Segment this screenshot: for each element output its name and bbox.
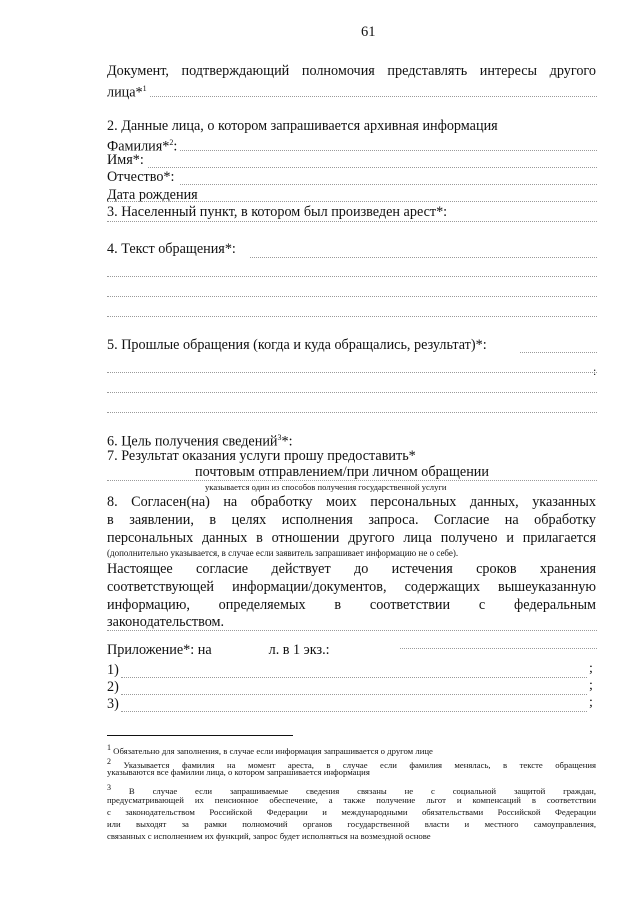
delivery-method-hint: указывается один из способов получения государственной услуги — [205, 482, 447, 492]
attachment-item-2 — [107, 678, 119, 696]
footnote-ref: 2 — [169, 138, 174, 147]
name-label: Имя*: — [107, 152, 144, 168]
representative-doc-label-cont — [107, 80, 147, 102]
representative-doc-text: лица* — [107, 84, 143, 101]
consent-line-7: законодательством. — [107, 614, 225, 630]
consent-line-2: в заявлении, в целях исполнения запроса. Согласие на обработку — [107, 512, 596, 528]
request-text-field-4[interactable] — [107, 316, 597, 317]
birth-date-label: Дата рождения — [107, 187, 198, 203]
consent-signature-field-2[interactable] — [400, 648, 597, 649]
footnote-3-num: 3 — [107, 783, 111, 792]
patronymic-field[interactable] — [180, 184, 597, 185]
footnote-3-line-5: связанных с исполнением их функций, запрос будет исполняться на возмездной основе — [107, 831, 431, 841]
footnote-2-text: Указывается фамилия на момент ареста, в случае если фамилия менялась, в тексте обращения — [123, 759, 597, 770]
name-field[interactable] — [148, 167, 597, 168]
past-requests-field-4[interactable] — [107, 412, 597, 413]
consent-line-6: информацию, определяемых в соответствии с федеральным — [107, 597, 596, 613]
section6-tail: *: — [281, 433, 293, 450]
attachment-item-3 — [107, 695, 119, 713]
past-requests-field-3[interactable] — [107, 392, 597, 393]
section3-heading: 3. Населенный пункт, в котором был произведен арест*: — [107, 204, 448, 220]
patronymic-label: Отчество*: — [107, 169, 175, 185]
request-text-field-2[interactable] — [107, 276, 597, 277]
footnote-1-text: Обязательно для заполнения, в случае если информация запрашивается о другом лице — [113, 745, 433, 756]
birth-date-field[interactable] — [107, 201, 597, 202]
footnote-ref: 3 — [277, 433, 282, 442]
surname-label: Фамилия* — [107, 138, 170, 155]
section7-heading: 7. Результат оказания услуги прошу предоставить* — [107, 448, 416, 464]
footnote-separator — [107, 735, 293, 736]
attachment-label: Приложение*: на — [107, 642, 212, 658]
attachment-item-2-field[interactable] — [121, 694, 587, 695]
attachment-item-1-end: ; — [589, 661, 593, 676]
attachment-item-1-field[interactable] — [121, 677, 587, 678]
representative-doc-label: Документ, подтверждающий полномочия представлять интересы другого — [107, 63, 596, 79]
attachment-item-num: 3) — [107, 696, 119, 712]
consent-note: (дополнительно указывается, в случае если заявитель запрашивает информацию не о себе). — [107, 548, 459, 558]
footnote-3-line-2: предусматривающей их пенсионное обеспечение, а также получение льгот и компенсаций в соответствии — [107, 795, 596, 805]
footnote-2-line-2: указываются все фамилии лица, о котором запрашивается информация — [107, 767, 370, 777]
surname-field[interactable] — [180, 150, 597, 151]
footnote-1 — [107, 742, 596, 757]
footnote-1-num: 1 — [107, 743, 111, 752]
consent-line-3: персональных данных в отношении другого лица получено и прилагается — [107, 530, 596, 546]
arrest-place-field[interactable] — [107, 221, 597, 222]
attachment-item-2-end: ; — [589, 678, 593, 693]
surname-colon: : — [173, 138, 178, 155]
attachment-item-num: 1) — [107, 662, 119, 678]
delivery-method-field[interactable] — [107, 480, 597, 481]
consent-line-1: 8. Согласен(на) на обработку моих персональных данных, указанных — [107, 494, 596, 510]
footnote-3-line-3: с законодательством Российской Федерации и международными обязательствами Российской Федерации — [107, 807, 596, 817]
attachment-item-num: 2) — [107, 679, 119, 695]
attachment-item-3-field[interactable] — [121, 711, 587, 712]
request-text-field-3[interactable] — [107, 296, 597, 297]
section5-heading: 5. Прошлые обращения (когда и куда обращались, результат)*: — [107, 337, 487, 353]
attachment-item-1 — [107, 661, 119, 679]
footnote-ref: 1 — [142, 84, 147, 93]
consent-line-4: Настоящее согласие действует до истечения сроков хранения — [107, 561, 596, 577]
footnote-3-text: В случае если запрашиваемые сведения связаны не с социальной защитой граждан, — [128, 785, 596, 796]
attachment-item-3-end: ; — [589, 695, 593, 710]
past-requests-field-1[interactable] — [520, 352, 597, 353]
footnote-3-line-4: или выходят за рамки полномочий органов государственной власти и местного самоуправления, — [107, 819, 596, 829]
footnote-2-num: 2 — [107, 757, 111, 766]
past-requests-colon: : — [593, 364, 597, 378]
section4-heading: 4. Текст обращения*: — [107, 241, 236, 257]
consent-line-5: соответствующей информации/документов, содержащих вышеуказанную — [107, 579, 596, 595]
request-text-field-1[interactable] — [250, 257, 597, 258]
page-number: 61 — [361, 24, 376, 40]
representative-doc-field[interactable] — [150, 96, 597, 97]
past-requests-field-2[interactable] — [107, 372, 597, 373]
section6-heading: 6. Цель получения сведений — [107, 433, 278, 450]
attachment-sheets: л. в 1 экз.: — [268, 642, 330, 658]
delivery-method-option[interactable]: почтовым отправлением/при личном обращении — [195, 464, 489, 480]
consent-signature-field-1[interactable] — [107, 630, 597, 631]
attachment-label-line — [107, 641, 330, 659]
section2-heading: 2. Данные лица, о котором запрашивается архивная информация — [107, 118, 498, 134]
